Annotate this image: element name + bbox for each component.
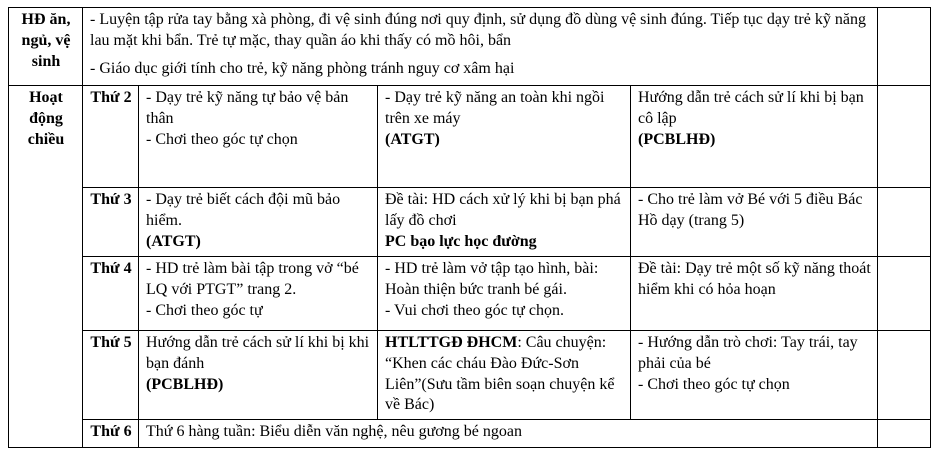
- tuesday-a2-tag: PC bạo lực học đường: [385, 232, 537, 250]
- thursday-a2-text: [385, 333, 624, 416]
- friday-line1: Thứ 6 hàng tuần: Biểu diễn văn nghệ, nêu gương bé ngoan: [146, 423, 522, 440]
- day-label-monday: Thứ 2: [83, 86, 139, 188]
- tuesday-a1-line1: - Dạy trẻ biết cách đội mũ bảo hiểm.: [146, 191, 341, 229]
- wednesday-a2-line2: - Vui chơi theo góc tự chọn.: [385, 301, 564, 319]
- cell-monday-activity-1: [139, 86, 378, 188]
- cell-monday-activity-3: [631, 86, 878, 188]
- cell-empty-right-1: [878, 8, 931, 86]
- cell-empty-right-4: [878, 257, 931, 331]
- wednesday-a1-line1: - HD trẻ làm bài tập trong vở “bé LQ với PTGT” trang 2.: [146, 260, 359, 298]
- hygiene-paragraph-1: - Luyện tập rửa tay bằng xà phòng, đi vệ sinh đúng nơi quy định, sử dụng đồ dùng vệ sinh đúng. Tiếp tục dạy trẻ kỹ năng lau mặt khi bẩn. Trẻ tự mặc, thay quần áo khi thấy có mồ hôi, bẩn: [90, 11, 866, 49]
- tuesday-a1-tag: (ATGT): [146, 232, 201, 250]
- monday-a1-line1: - Dạy trẻ kỹ năng tự bảo vệ bản thân: [146, 89, 349, 127]
- tuesday-a3-line1: - Cho trẻ làm vở Bé với 5 điều Bác Hồ dạy (trang 5): [638, 191, 863, 229]
- cell-hygiene-content: [83, 8, 878, 86]
- monday-a3-line1: Hướng dẫn trẻ cách sử lí khi bị bạn cô lập: [638, 89, 864, 127]
- cell-thursday-activity-1: [139, 331, 378, 420]
- weekly-schedule-table: [8, 7, 931, 448]
- thursday-a2-rest: : Câu chuyện: “Khen các cháu Đào Đức-Sơn Liên”(Sưu tầm biên soạn chuyện kể về Bác): [385, 334, 615, 414]
- day-label-friday: Thứ 6: [83, 420, 139, 448]
- row-tuesday: [9, 188, 931, 257]
- cell-thursday-activity-3: [631, 331, 878, 420]
- monday-a1-line2: - Chơi theo góc tự chọn: [146, 130, 298, 148]
- row-hygiene: [9, 8, 931, 86]
- wednesday-a3-line1: Đề tài: Dạy trẻ một số kỹ năng thoát hiểm khi có hỏa hoạn: [638, 260, 871, 298]
- thursday-a3-line1: - Hướng dẫn trò chơi: Tay trái, tay phải của bé: [638, 334, 858, 372]
- day-label-wednesday: Thứ 4: [83, 257, 139, 331]
- monday-a3-tag: (PCBLHĐ): [638, 130, 716, 148]
- row-monday: [9, 86, 931, 188]
- cell-empty-right-5: [878, 331, 931, 420]
- row-thursday: [9, 331, 931, 420]
- cell-wednesday-activity-1: [139, 257, 378, 331]
- tuesday-a2-line1: Đề tài: HD cách xử lý khi bị bạn phá lấy đồ chơi: [385, 191, 621, 229]
- wednesday-a1-line2: - Chơi theo góc tự: [146, 301, 263, 319]
- cell-empty-right-2: [878, 86, 931, 188]
- day-label-tuesday: Thứ 3: [83, 188, 139, 257]
- thursday-a2-lead: HTLTTGĐ ĐHCM: [385, 334, 518, 351]
- cell-tuesday-activity-3: [631, 188, 878, 257]
- section-label-afternoon-activities: Hoạt động chiều: [9, 86, 83, 448]
- cell-tuesday-activity-1: [139, 188, 378, 257]
- row-wednesday: [9, 257, 931, 331]
- thursday-a3-line2: - Chơi theo góc tự chọn: [638, 375, 790, 393]
- section-label-hygiene: HĐ ăn, ngủ, vệ sinh: [9, 8, 83, 86]
- cell-empty-right-6: [878, 420, 931, 448]
- schedule-table-container: [8, 7, 931, 448]
- cell-empty-right-3: [878, 188, 931, 257]
- day-label-thursday: Thứ 5: [83, 331, 139, 420]
- thursday-a1-tag: (PCBLHĐ): [146, 375, 224, 393]
- cell-wednesday-activity-3: [631, 257, 878, 331]
- cell-wednesday-activity-2: [378, 257, 631, 331]
- monday-a2-line1: - Dạy trẻ kỹ năng an toàn khi ngồi trên xe máy: [385, 89, 605, 127]
- cell-friday-content: [139, 420, 878, 448]
- monday-a2-tag: (ATGT): [385, 130, 440, 148]
- cell-thursday-activity-2: [378, 331, 631, 420]
- thursday-a1-line1: Hướng dẫn trẻ cách sử lí khi bị khi bạn đánh: [146, 334, 370, 372]
- row-friday: [9, 420, 931, 448]
- wednesday-a2-line1: - HD trẻ làm vở tập tạo hình, bài: Hoàn thiện bức tranh bé gái.: [385, 260, 599, 298]
- cell-tuesday-activity-2: [378, 188, 631, 257]
- cell-monday-activity-2: [378, 86, 631, 188]
- hygiene-paragraph-2: - Giáo dục giới tính cho trẻ, kỹ năng phòng tránh nguy cơ xâm hại: [90, 59, 515, 77]
